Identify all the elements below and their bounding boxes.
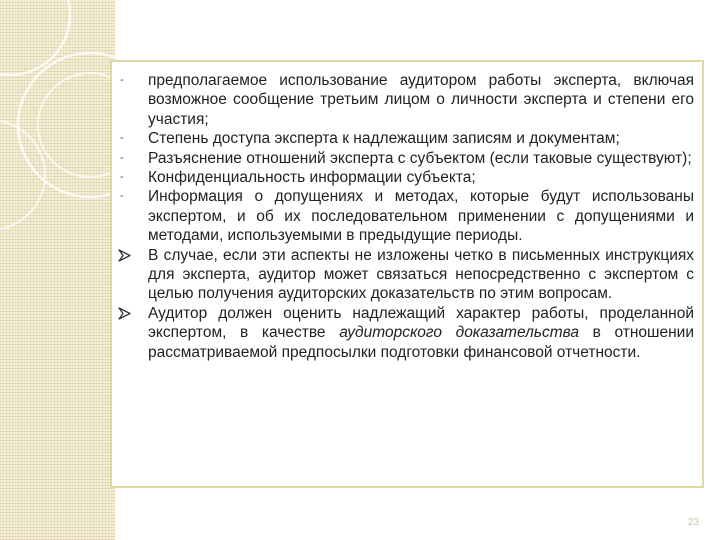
- italic-term: аудиторского доказательства: [339, 324, 579, 342]
- dash-bullet: -: [120, 132, 124, 145]
- page-number: 23: [688, 517, 700, 528]
- list-item: [120, 149, 694, 168]
- dash-bullet: -: [120, 74, 124, 86]
- list-item-text: Информация о допущениях и методах, которые будут использованы экспертом, и об их последовательном применении с допущениями и методами, используемыми в предыдущие периоды.: [148, 188, 694, 245]
- list-item: [148, 246, 694, 304]
- list-item: [120, 129, 694, 148]
- dash-bullet: -: [120, 171, 124, 184]
- list-item-text: Конфиденциальность информации субъекта;: [148, 169, 476, 187]
- dash-bullet: -: [120, 190, 124, 203]
- list-item: [120, 71, 694, 129]
- content-box: [110, 60, 704, 488]
- dash-bullet: -: [120, 151, 124, 164]
- list-item-text: Степень доступа эксперта к надлежащим записям и документам;: [148, 130, 620, 148]
- bullet-list: [120, 71, 694, 362]
- list-item: [120, 168, 694, 187]
- list-item: [148, 304, 694, 362]
- list-item-text-start: Аудитор должен оценить надлежащий характер работы, проделанной экспертом, в качестве: [148, 304, 694, 342]
- arrow-icon: [118, 246, 138, 262]
- list-item-text-end: в отношении рассматриваемой предпосылки подготовки финансовой отчетности.: [148, 324, 694, 361]
- list-item-text: предполагаемое использование аудитором работы эксперта, включая возможное сообщение третьим лицом о личности эксперта и степени его участия;: [148, 72, 694, 128]
- arrow-icon: [118, 304, 138, 320]
- list-item: [120, 187, 694, 245]
- list-item-text: В случае, если эти аспекты не изложены четко в письменных инструкциях для эксперта, аудитор может связаться непосредственно с экспертом с целью получения аудиторских доказательств по этим вопросам.: [148, 246, 694, 303]
- list-item-text: Разъяснение отношений эксперта с субъектом (если таковые существуют);: [148, 149, 692, 167]
